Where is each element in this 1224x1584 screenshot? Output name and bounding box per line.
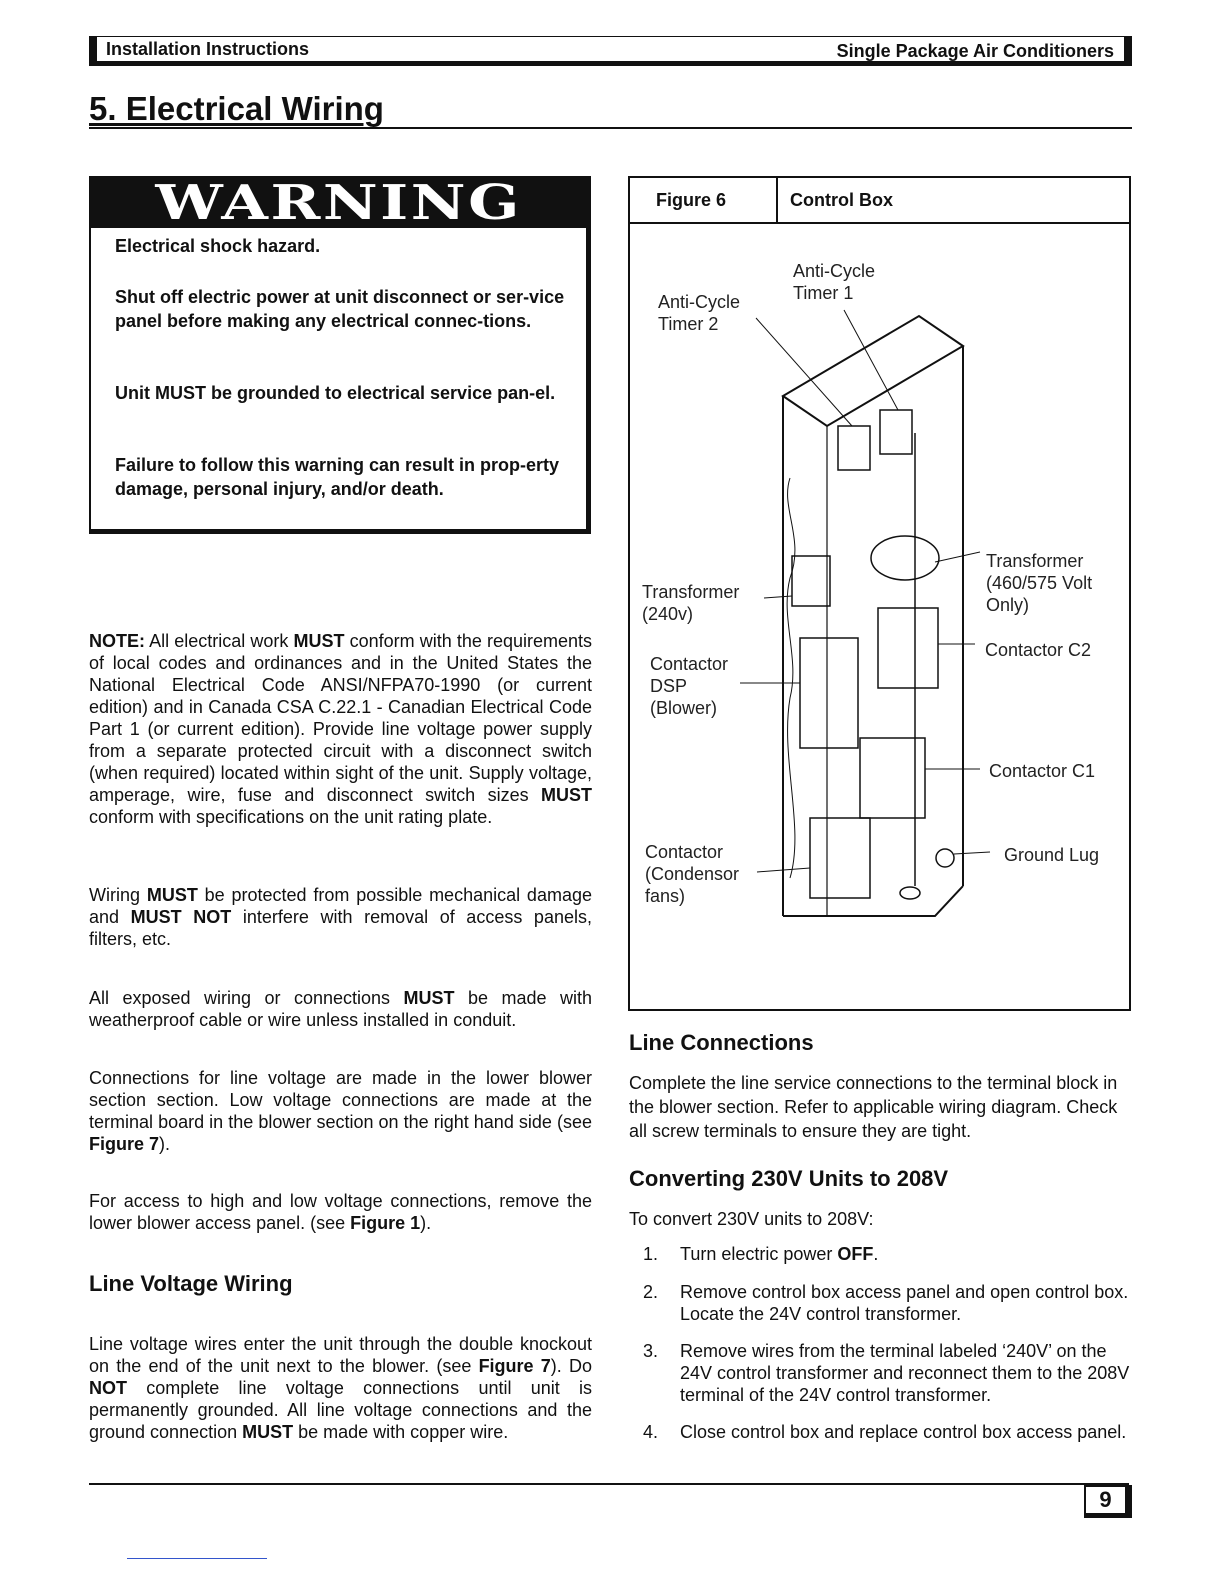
p4-text-a: Connections for line voltage are made in the lower blower section section. Low voltage connections are made at the terminal board in the blower section on the right hand side (see bbox=[89, 1068, 592, 1132]
step-1-text-c: . bbox=[873, 1244, 879, 1264]
label-trans240-line1: Transformer bbox=[642, 582, 740, 602]
step-2-number: 2. bbox=[643, 1282, 659, 1302]
label-trans460-line1: Transformer bbox=[986, 551, 1084, 571]
warning-banner bbox=[91, 175, 586, 231]
p6-not: NOT bbox=[89, 1378, 127, 1398]
footer-rule bbox=[89, 1483, 1129, 1485]
note-text-b: conform with the requirements of local codes and ordinances and in the United States the National Electrical Code ANSI/NFPA70-1990 (or current edition) and in Canada CSA C.22.1 - Canadian Electrical Code Part 1 (or current edition). Provide line voltage power supply from a separate protected circuit with a disconnect switch (when required) located within sight of the unit. Supply voltage, amperage, wire, fuse and disconnect switch sizes bbox=[89, 631, 592, 805]
label-trans460-line2: (460/575 Volt bbox=[986, 573, 1093, 593]
wiring-protection-paragraph bbox=[89, 884, 592, 950]
note-text-a: All electrical work bbox=[145, 631, 294, 651]
section-title: 5. Electrical Wiring bbox=[89, 90, 384, 127]
label-act2-line1: Anti-Cycle bbox=[658, 292, 741, 312]
wire-left bbox=[787, 478, 795, 878]
step-1-text bbox=[680, 1243, 1134, 1265]
p6-figure-ref: Figure 7 bbox=[478, 1356, 551, 1376]
p6-text-c: complete line voltage connections until unit is permanently grounded. All line voltage connections and the ground connection bbox=[89, 1378, 592, 1442]
title-rule bbox=[89, 127, 1132, 129]
p3-text-a: All exposed wiring or connections bbox=[89, 988, 404, 1008]
label-act1-line2: Timer 1 bbox=[793, 283, 854, 303]
label-trans460-line3: Only) bbox=[986, 595, 1030, 615]
leader-transformer-240v bbox=[764, 596, 792, 598]
knockout-shape bbox=[900, 887, 920, 899]
label-transformer-240v bbox=[642, 581, 739, 625]
p5-text-a: For access to high and low voltage connections, remove the lower blower access panel. (see bbox=[89, 1191, 592, 1233]
label-act1-line1: Anti-Cycle bbox=[793, 261, 876, 281]
p5-figure-ref: Figure 1 bbox=[350, 1213, 421, 1233]
page-number: 9 bbox=[1084, 1485, 1132, 1518]
label-anti-cycle-timer-2 bbox=[658, 291, 740, 335]
p6-must: MUST bbox=[242, 1422, 294, 1442]
p6-text-a: Line voltage wires enter the unit through the double knockout on the end of the unit next to the blower. (see bbox=[89, 1334, 592, 1376]
step-3-number: 3. bbox=[643, 1341, 659, 1361]
label-dsp-line1: Contactor bbox=[650, 654, 729, 674]
line-connections-heading: Line Connections bbox=[629, 1030, 814, 1055]
access-paragraph bbox=[89, 1190, 592, 1234]
p4-figure-ref: Figure 7 bbox=[89, 1134, 160, 1154]
p6-text-b: ). Do bbox=[550, 1356, 593, 1376]
converting-heading: Converting 230V Units to 208V bbox=[629, 1166, 949, 1191]
step-1-off: OFF bbox=[837, 1244, 874, 1264]
contactor-c2-shape bbox=[878, 608, 938, 688]
contactor-dsp-shape bbox=[800, 638, 858, 748]
converting-intro: To convert 230V units to 208V: bbox=[629, 1209, 874, 1229]
header-left-title: Installation Instructions bbox=[106, 39, 310, 59]
leader-transformer-460 bbox=[935, 552, 980, 562]
label-trans240-line2: (240v) bbox=[642, 604, 694, 624]
label-dsp-line3: (Blower) bbox=[650, 698, 718, 718]
note-label: NOTE: bbox=[89, 631, 145, 651]
anti-cycle-timer-1-shape bbox=[880, 410, 912, 454]
transformer-240v-shape bbox=[792, 556, 830, 606]
contactor-condenser-fans-shape bbox=[810, 818, 870, 898]
label-contactor-condenser-fans bbox=[645, 841, 739, 907]
bottom-link-line bbox=[127, 1558, 267, 1559]
label-dsp-line2: DSP bbox=[650, 676, 688, 696]
label-transformer-460-575 bbox=[986, 550, 1092, 616]
label-cond-line1: Contactor bbox=[645, 842, 724, 862]
line-voltage-wiring-heading: Line Voltage Wiring bbox=[89, 1271, 293, 1296]
label-anti-cycle-timer-1 bbox=[793, 260, 875, 304]
p2-must: MUST bbox=[146, 885, 198, 905]
warning-text-1: Electrical shock hazard. bbox=[115, 236, 321, 256]
p2-text-c: interfere with removal of access panels, filters, etc. bbox=[89, 907, 592, 949]
label-cond-line3: fans) bbox=[645, 886, 686, 906]
warning-text-3: Unit MUST be grounded to electrical service pan-el. bbox=[115, 383, 556, 403]
note-text-c: conform with specifications on the unit rating plate. bbox=[89, 807, 493, 827]
p2-text-a: Wiring bbox=[89, 885, 147, 905]
exposed-wiring-paragraph bbox=[89, 987, 592, 1031]
transformer-460-575-shape bbox=[871, 536, 939, 580]
label-ground-lug: Ground Lug bbox=[1004, 845, 1100, 865]
p2-must-not: MUST NOT bbox=[130, 907, 232, 927]
p4-text-b: ). bbox=[159, 1134, 171, 1154]
anti-cycle-timer-2-shape bbox=[838, 426, 870, 470]
line-connections-text: Complete the line service connections to the terminal block in the blower section. Refer to applicable wiring diagram. Check all screw terminals to ensure they are tight. bbox=[629, 1073, 1118, 1141]
label-contactor-c2: Contactor C2 bbox=[985, 640, 1092, 660]
label-cond-line2: (Condensor bbox=[645, 864, 740, 884]
note-must-1: MUST bbox=[293, 631, 345, 651]
leader-ground-lug bbox=[954, 852, 990, 854]
step-1-number: 1. bbox=[643, 1244, 659, 1264]
box-top-panel bbox=[783, 316, 963, 426]
warning-box bbox=[89, 176, 591, 534]
p2-text-b: be protected from possible mechanical damage and bbox=[89, 885, 592, 927]
label-contactor-c1: Contactor C1 bbox=[989, 761, 1096, 781]
line-voltage-paragraph bbox=[89, 1333, 592, 1443]
leader-timer-1 bbox=[844, 310, 898, 410]
note-paragraph bbox=[89, 630, 592, 828]
figure-title: Control Box bbox=[790, 190, 893, 210]
step-3-text: Remove wires from the terminal labeled ‘240V’ on the 24V control transformer and reconnect them to the 208V terminal of the 24V control transformer. bbox=[680, 1341, 1130, 1405]
figure-number: Figure 6 bbox=[656, 190, 727, 210]
p5-text-b: ). bbox=[420, 1213, 432, 1233]
warning-text-2: Shut off electric power at unit disconnect or ser-vice panel before making any electrical connec-tions. bbox=[115, 287, 565, 331]
p3-must: MUST bbox=[403, 988, 455, 1008]
label-act2-line2: Timer 2 bbox=[658, 314, 719, 334]
connections-paragraph bbox=[89, 1067, 592, 1155]
ground-lug-shape bbox=[936, 849, 954, 867]
figure-control-box bbox=[628, 176, 1131, 1011]
warning-text-4: Failure to follow this warning can result in prop-erty damage, personal injury, and/or death. bbox=[115, 455, 560, 499]
step-4-number: 4. bbox=[643, 1422, 659, 1442]
step-2-text: Remove control box access panel and open control box. Locate the 24V control transformer. bbox=[680, 1282, 1129, 1324]
step-4-text: Close control box and replace control box access panel. bbox=[680, 1422, 1127, 1442]
warning-banner-text: WARNING bbox=[155, 175, 522, 231]
header-right-title: Single Package Air Conditioners bbox=[836, 41, 1114, 61]
p6-text-d: be made with copper wire. bbox=[293, 1422, 509, 1442]
note-must-2: MUST bbox=[541, 785, 592, 805]
label-contactor-dsp bbox=[650, 653, 728, 719]
p3-text-b: be made with weatherproof cable or wire unless installed in conduit. bbox=[89, 988, 592, 1030]
step-1-text-a: Turn electric power bbox=[680, 1244, 838, 1264]
